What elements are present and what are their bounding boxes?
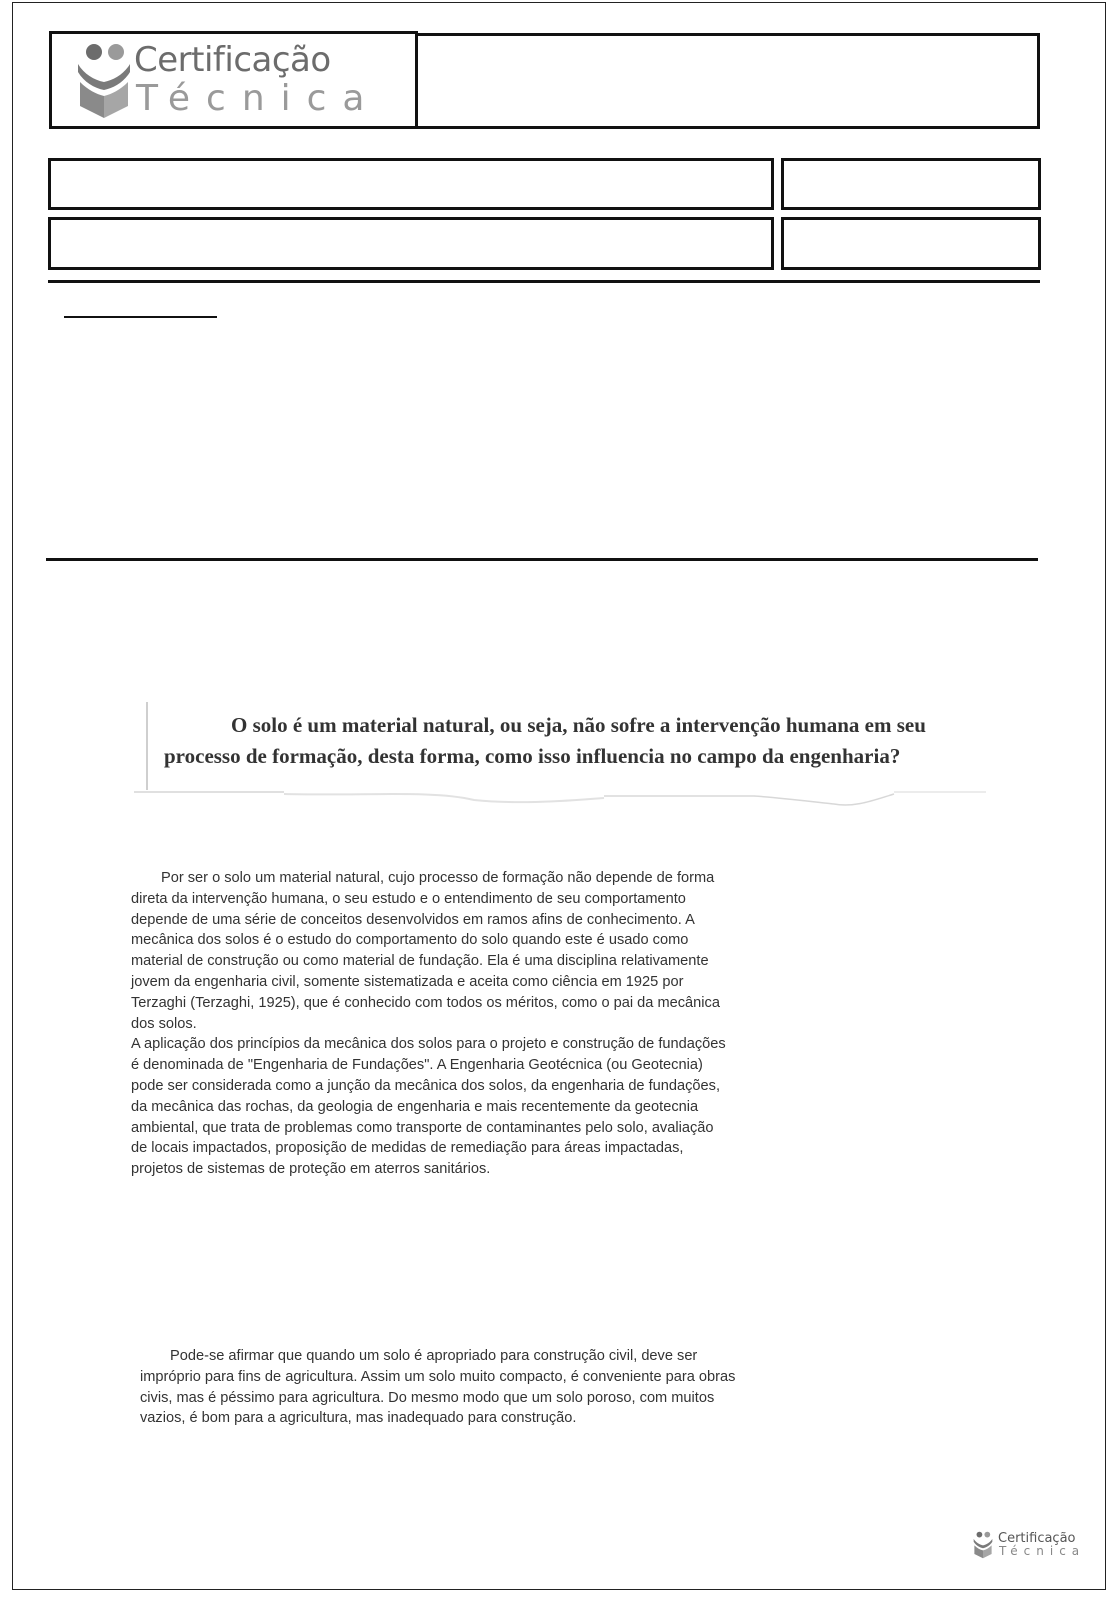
divider-bottom (46, 558, 1038, 561)
header-title-box (415, 33, 1040, 129)
answer-1 (131, 868, 731, 1180)
divider-top (48, 280, 1040, 283)
people-book-icon (74, 42, 134, 120)
answer-1-paragraph-2: A aplicação dos princípios da mecânica dos solos para o projeto e construção de fundações é denominada de "Engenharia de Fundações". A Engenharia Geotécnica (ou Geotecnia) pode ser considerada como a junção da mecânica dos solos, da engenharia de fundações, da mecânica das rochas, da geologia de engenharia e mais recentemente da geotecnia ambiental, que trata de problemas como transporte de contaminantes pelo solo, avaliação de locais impactados, proposição de medidas de remediação para áreas impactadas, projetos de sistemas de proteção em aterros sanitários. (131, 1036, 726, 1178)
form-field-2[interactable] (781, 158, 1041, 210)
divider-short (64, 316, 217, 318)
footer-logo-word-certificacao: Certificação (998, 1531, 1076, 1546)
answer-2 (140, 1346, 750, 1429)
footer-logo-word-tecnica: Técnica (999, 1544, 1086, 1558)
scanned-underline-artifact (134, 778, 986, 812)
footer-logo (970, 1531, 1086, 1559)
form-field-1[interactable] (48, 158, 774, 210)
answer-2-paragraph: Pode-se afirmar que quando um solo é apropriado para construção civil, deve ser impróprio para fins de agricultura. Assim um solo muito compacto, é conveniente para obras civis, mas é péssimo para agricultura. Do mesmo modo que um solo poroso, com muitos vazios, é bom para a agricultura, mas inadequado para construção. (140, 1348, 736, 1427)
certificacao-tecnica-logo (74, 42, 394, 122)
logo-word-certificacao: Certificação (134, 40, 331, 80)
logo-word-tecnica: Técnica (136, 78, 381, 119)
question-block (146, 702, 986, 790)
answer-1-paragraph-1: Por ser o solo um material natural, cujo processo de formação não depende de forma direta da intervenção humana, o seu estudo e o entendimento de seu comportamento depende de uma série de conceitos desenvolvidos em ramos afins de conhecimento. A mecânica dos solos é o estudo do comportamento do solo quando este é usado como material de construção ou como material de fundação. Ela é uma disciplina relativamente jovem da engenharia civil, somente sistematizada e aceita como ciência em 1925 por Terzaghi (Terzaghi, 1925), que é conhecido com todos os méritos, como o pai da mecânica dos solos. (131, 870, 720, 1032)
question-text: O solo é um material natural, ou seja, não sofre a intervenção humana em seu processo de formação, desta forma, como isso influencia no campo da engenharia? (164, 713, 926, 768)
people-book-icon (970, 1531, 996, 1559)
form-field-4[interactable] (781, 217, 1041, 270)
form-field-3[interactable] (48, 217, 774, 270)
